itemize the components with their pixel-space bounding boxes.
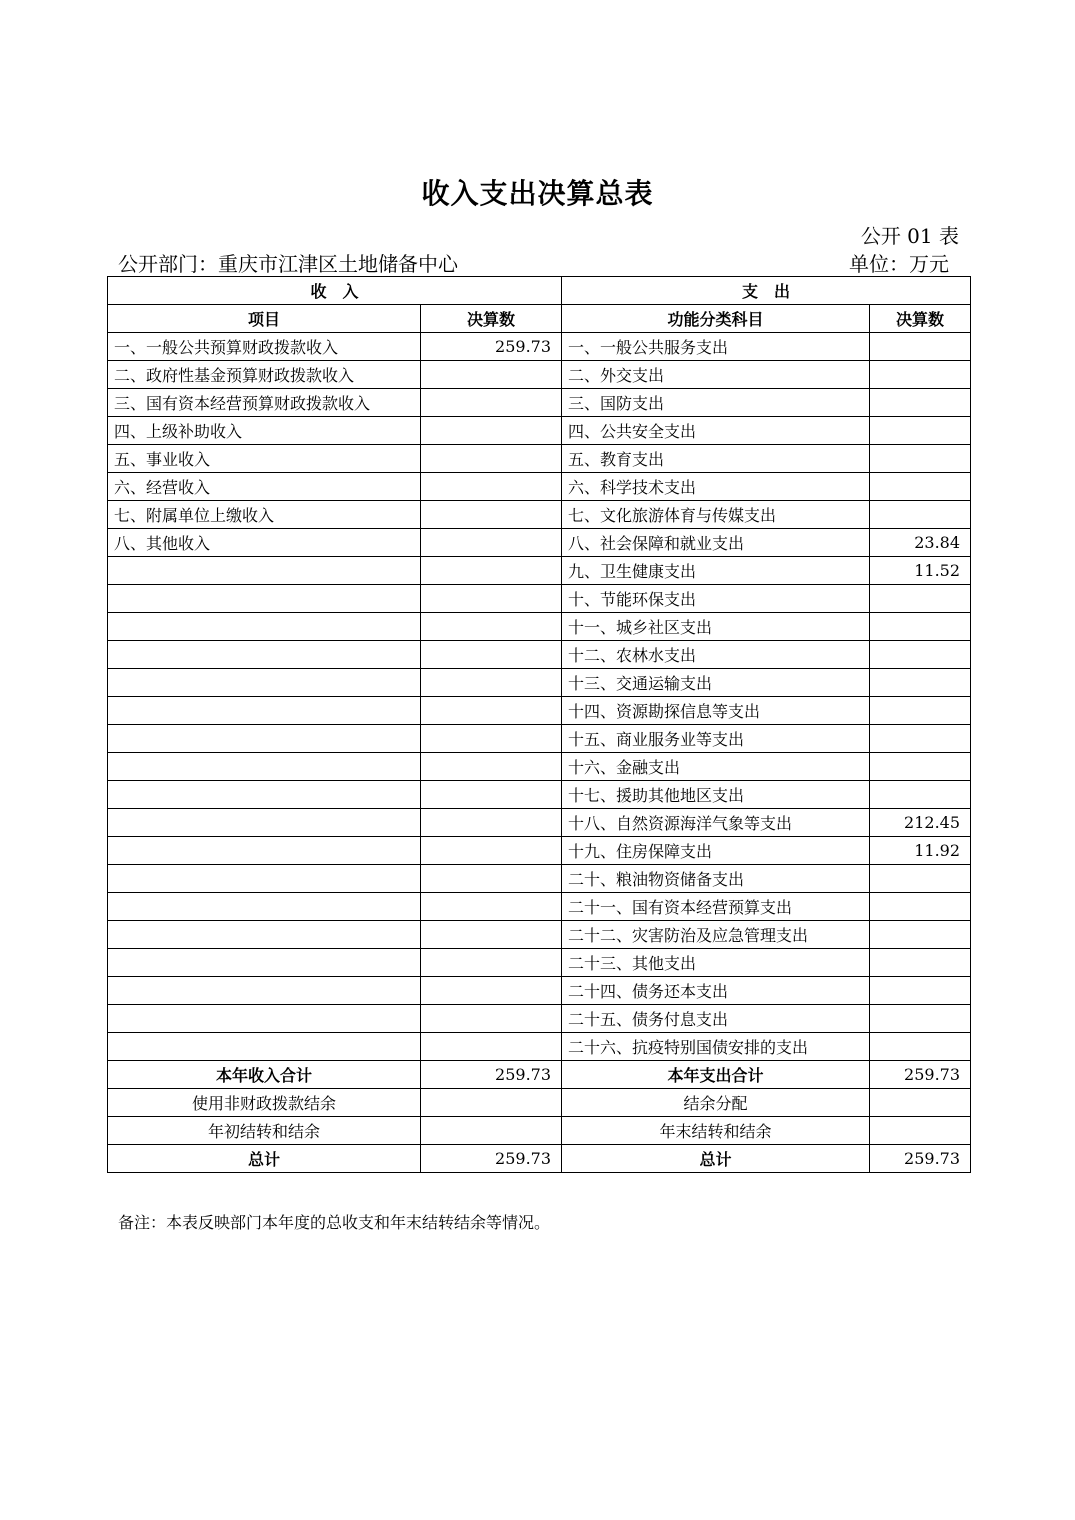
income-item bbox=[108, 809, 421, 837]
expense-item: 十二、农林水支出 bbox=[562, 641, 870, 669]
expense-amount bbox=[870, 641, 971, 669]
unit-label: 单位：万元 bbox=[849, 252, 949, 276]
expense-item: 三、国防支出 bbox=[562, 389, 870, 417]
summary-expense-amount: 259.73 bbox=[870, 1145, 971, 1173]
table-row bbox=[108, 753, 971, 781]
income-item bbox=[108, 641, 421, 669]
expense-item: 十三、交通运输支出 bbox=[562, 669, 870, 697]
income-item bbox=[108, 893, 421, 921]
income-item bbox=[108, 669, 421, 697]
expense-amount bbox=[870, 473, 971, 501]
income-amount bbox=[421, 641, 562, 669]
income-amount bbox=[421, 1033, 562, 1061]
expense-amount bbox=[870, 865, 971, 893]
expense-item: 十六、金融支出 bbox=[562, 753, 870, 781]
table-row bbox=[108, 893, 971, 921]
expense-item: 二十五、债务付息支出 bbox=[562, 1005, 870, 1033]
expense-amount bbox=[870, 501, 971, 529]
income-item bbox=[108, 865, 421, 893]
income-item bbox=[108, 725, 421, 753]
income-amount bbox=[421, 697, 562, 725]
summary-expense-label: 本年支出合计 bbox=[562, 1061, 870, 1089]
income-item bbox=[108, 613, 421, 641]
income-amount bbox=[421, 725, 562, 753]
table-row bbox=[108, 949, 971, 977]
income-amount bbox=[421, 501, 562, 529]
income-item bbox=[108, 781, 421, 809]
expense-amount bbox=[870, 333, 971, 361]
expense-item: 十八、自然资源海洋气象等支出 bbox=[562, 809, 870, 837]
summary-income-label: 年初结转和结余 bbox=[108, 1117, 421, 1145]
expense-amount: 212.45 bbox=[870, 809, 971, 837]
expense-item: 五、教育支出 bbox=[562, 445, 870, 473]
income-amount bbox=[421, 921, 562, 949]
income-amount bbox=[421, 585, 562, 613]
expense-item: 十五、商业服务业等支出 bbox=[562, 725, 870, 753]
expense-amount bbox=[870, 753, 971, 781]
income-item: 一、一般公共预算财政拨款收入 bbox=[108, 333, 421, 361]
table-row bbox=[108, 445, 971, 473]
table-row bbox=[108, 585, 971, 613]
table-row bbox=[108, 333, 971, 361]
summary-expense-amount: 259.73 bbox=[870, 1061, 971, 1089]
summary-expense-amount bbox=[870, 1089, 971, 1117]
summary-income-label: 本年收入合计 bbox=[108, 1061, 421, 1089]
expense-item: 九、卫生健康支出 bbox=[562, 557, 870, 585]
income-item: 五、事业收入 bbox=[108, 445, 421, 473]
table-row bbox=[108, 501, 971, 529]
department-label: 公开部门：重庆市江津区土地储备中心 bbox=[118, 252, 458, 276]
col-header-item: 项目 bbox=[108, 305, 421, 333]
income-item: 六、经营收入 bbox=[108, 473, 421, 501]
expense-amount: 23.84 bbox=[870, 529, 971, 557]
table-row bbox=[108, 669, 971, 697]
expense-amount bbox=[870, 697, 971, 725]
income-amount bbox=[421, 809, 562, 837]
table-row bbox=[108, 809, 971, 837]
table-row bbox=[108, 725, 971, 753]
expense-group-header: 支 出 bbox=[562, 277, 971, 305]
table-row bbox=[108, 529, 971, 557]
expense-amount bbox=[870, 585, 971, 613]
table-row bbox=[108, 1005, 971, 1033]
col-header-amount: 决算数 bbox=[421, 305, 562, 333]
page-title: 收入支出决算总表 bbox=[421, 177, 654, 210]
income-item bbox=[108, 585, 421, 613]
income-group-header: 收 入 bbox=[108, 277, 562, 305]
expense-item: 四、公共安全支出 bbox=[562, 417, 870, 445]
table-row bbox=[108, 641, 971, 669]
income-item: 四、上级补助收入 bbox=[108, 417, 421, 445]
income-amount bbox=[421, 837, 562, 865]
income-item: 二、政府性基金预算财政拨款收入 bbox=[108, 361, 421, 389]
expense-item: 七、文化旅游体育与传媒支出 bbox=[562, 501, 870, 529]
table-row bbox=[108, 389, 971, 417]
col-header-amount-expense: 决算数 bbox=[870, 305, 971, 333]
income-amount bbox=[421, 949, 562, 977]
table-row bbox=[108, 613, 971, 641]
summary-row bbox=[108, 1145, 971, 1173]
income-amount bbox=[421, 1005, 562, 1033]
expense-item: 二十二、灾害防治及应急管理支出 bbox=[562, 921, 870, 949]
expense-item: 八、社会保障和就业支出 bbox=[562, 529, 870, 557]
expense-amount bbox=[870, 669, 971, 697]
expense-amount bbox=[870, 781, 971, 809]
summary-income-amount bbox=[421, 1089, 562, 1117]
summary-expense-label: 结余分配 bbox=[562, 1089, 870, 1117]
expense-amount bbox=[870, 893, 971, 921]
expense-amount bbox=[870, 361, 971, 389]
income-item bbox=[108, 1005, 421, 1033]
income-amount bbox=[421, 361, 562, 389]
income-amount bbox=[421, 613, 562, 641]
budget-table bbox=[107, 276, 971, 1173]
income-amount bbox=[421, 893, 562, 921]
income-amount bbox=[421, 865, 562, 893]
expense-item: 六、科学技术支出 bbox=[562, 473, 870, 501]
table-row bbox=[108, 921, 971, 949]
expense-item: 二十一、国有资本经营预算支出 bbox=[562, 893, 870, 921]
expense-amount bbox=[870, 921, 971, 949]
table-row bbox=[108, 1033, 971, 1061]
table-row bbox=[108, 697, 971, 725]
income-item bbox=[108, 837, 421, 865]
income-item bbox=[108, 921, 421, 949]
expense-item: 十一、城乡社区支出 bbox=[562, 613, 870, 641]
expense-item: 一、一般公共服务支出 bbox=[562, 333, 870, 361]
summary-income-amount: 259.73 bbox=[421, 1145, 562, 1173]
income-amount bbox=[421, 529, 562, 557]
summary-expense-label: 总计 bbox=[562, 1145, 870, 1173]
expense-item: 十四、资源勘探信息等支出 bbox=[562, 697, 870, 725]
footnote: 备注：本表反映部门本年度的总收支和年末结转结余等情况。 bbox=[118, 1213, 551, 1232]
income-amount bbox=[421, 389, 562, 417]
table-row bbox=[108, 977, 971, 1005]
expense-item: 十、节能环保支出 bbox=[562, 585, 870, 613]
summary-income-amount: 259.73 bbox=[421, 1061, 562, 1089]
form-number: 公开 01 表 bbox=[860, 224, 959, 248]
summary-income-amount bbox=[421, 1117, 562, 1145]
income-item bbox=[108, 697, 421, 725]
table-row bbox=[108, 417, 971, 445]
expense-amount bbox=[870, 417, 971, 445]
expense-item: 二十、粮油物资储备支出 bbox=[562, 865, 870, 893]
expense-item: 二、外交支出 bbox=[562, 361, 870, 389]
income-item bbox=[108, 557, 421, 585]
income-amount bbox=[421, 753, 562, 781]
expense-amount bbox=[870, 445, 971, 473]
group-header-row bbox=[108, 277, 971, 305]
income-item bbox=[108, 949, 421, 977]
summary-row bbox=[108, 1089, 971, 1117]
expense-amount: 11.92 bbox=[870, 837, 971, 865]
expense-amount bbox=[870, 725, 971, 753]
column-header-row bbox=[108, 305, 971, 333]
expense-item: 二十六、抗疫特别国债安排的支出 bbox=[562, 1033, 870, 1061]
income-amount bbox=[421, 781, 562, 809]
summary-expense-label: 年末结转和结余 bbox=[562, 1117, 870, 1145]
table-body bbox=[108, 333, 971, 1173]
income-item bbox=[108, 753, 421, 781]
summary-expense-amount bbox=[870, 1117, 971, 1145]
expense-item: 二十四、债务还本支出 bbox=[562, 977, 870, 1005]
income-item: 八、其他收入 bbox=[108, 529, 421, 557]
expense-item: 二十三、其他支出 bbox=[562, 949, 870, 977]
col-header-function: 功能分类科目 bbox=[562, 305, 870, 333]
expense-amount bbox=[870, 613, 971, 641]
expense-amount bbox=[870, 977, 971, 1005]
income-amount bbox=[421, 557, 562, 585]
summary-row bbox=[108, 1061, 971, 1089]
table-row bbox=[108, 361, 971, 389]
expense-amount bbox=[870, 1033, 971, 1061]
table-row bbox=[108, 781, 971, 809]
expense-amount: 11.52 bbox=[870, 557, 971, 585]
income-item: 三、国有资本经营预算财政拨款收入 bbox=[108, 389, 421, 417]
income-amount bbox=[421, 669, 562, 697]
table-row bbox=[108, 865, 971, 893]
expense-item: 十七、援助其他地区支出 bbox=[562, 781, 870, 809]
income-amount bbox=[421, 473, 562, 501]
expense-item: 十九、住房保障支出 bbox=[562, 837, 870, 865]
expense-amount bbox=[870, 389, 971, 417]
summary-row bbox=[108, 1117, 971, 1145]
summary-income-label: 使用非财政拨款结余 bbox=[108, 1089, 421, 1117]
income-amount bbox=[421, 417, 562, 445]
income-amount: 259.73 bbox=[421, 333, 562, 361]
income-amount bbox=[421, 445, 562, 473]
expense-amount bbox=[870, 1005, 971, 1033]
income-item: 七、附属单位上缴收入 bbox=[108, 501, 421, 529]
expense-amount bbox=[870, 949, 971, 977]
income-amount bbox=[421, 977, 562, 1005]
table-row bbox=[108, 557, 971, 585]
summary-income-label: 总计 bbox=[108, 1145, 421, 1173]
income-item bbox=[108, 977, 421, 1005]
table-row bbox=[108, 473, 971, 501]
table-row bbox=[108, 837, 971, 865]
income-item bbox=[108, 1033, 421, 1061]
